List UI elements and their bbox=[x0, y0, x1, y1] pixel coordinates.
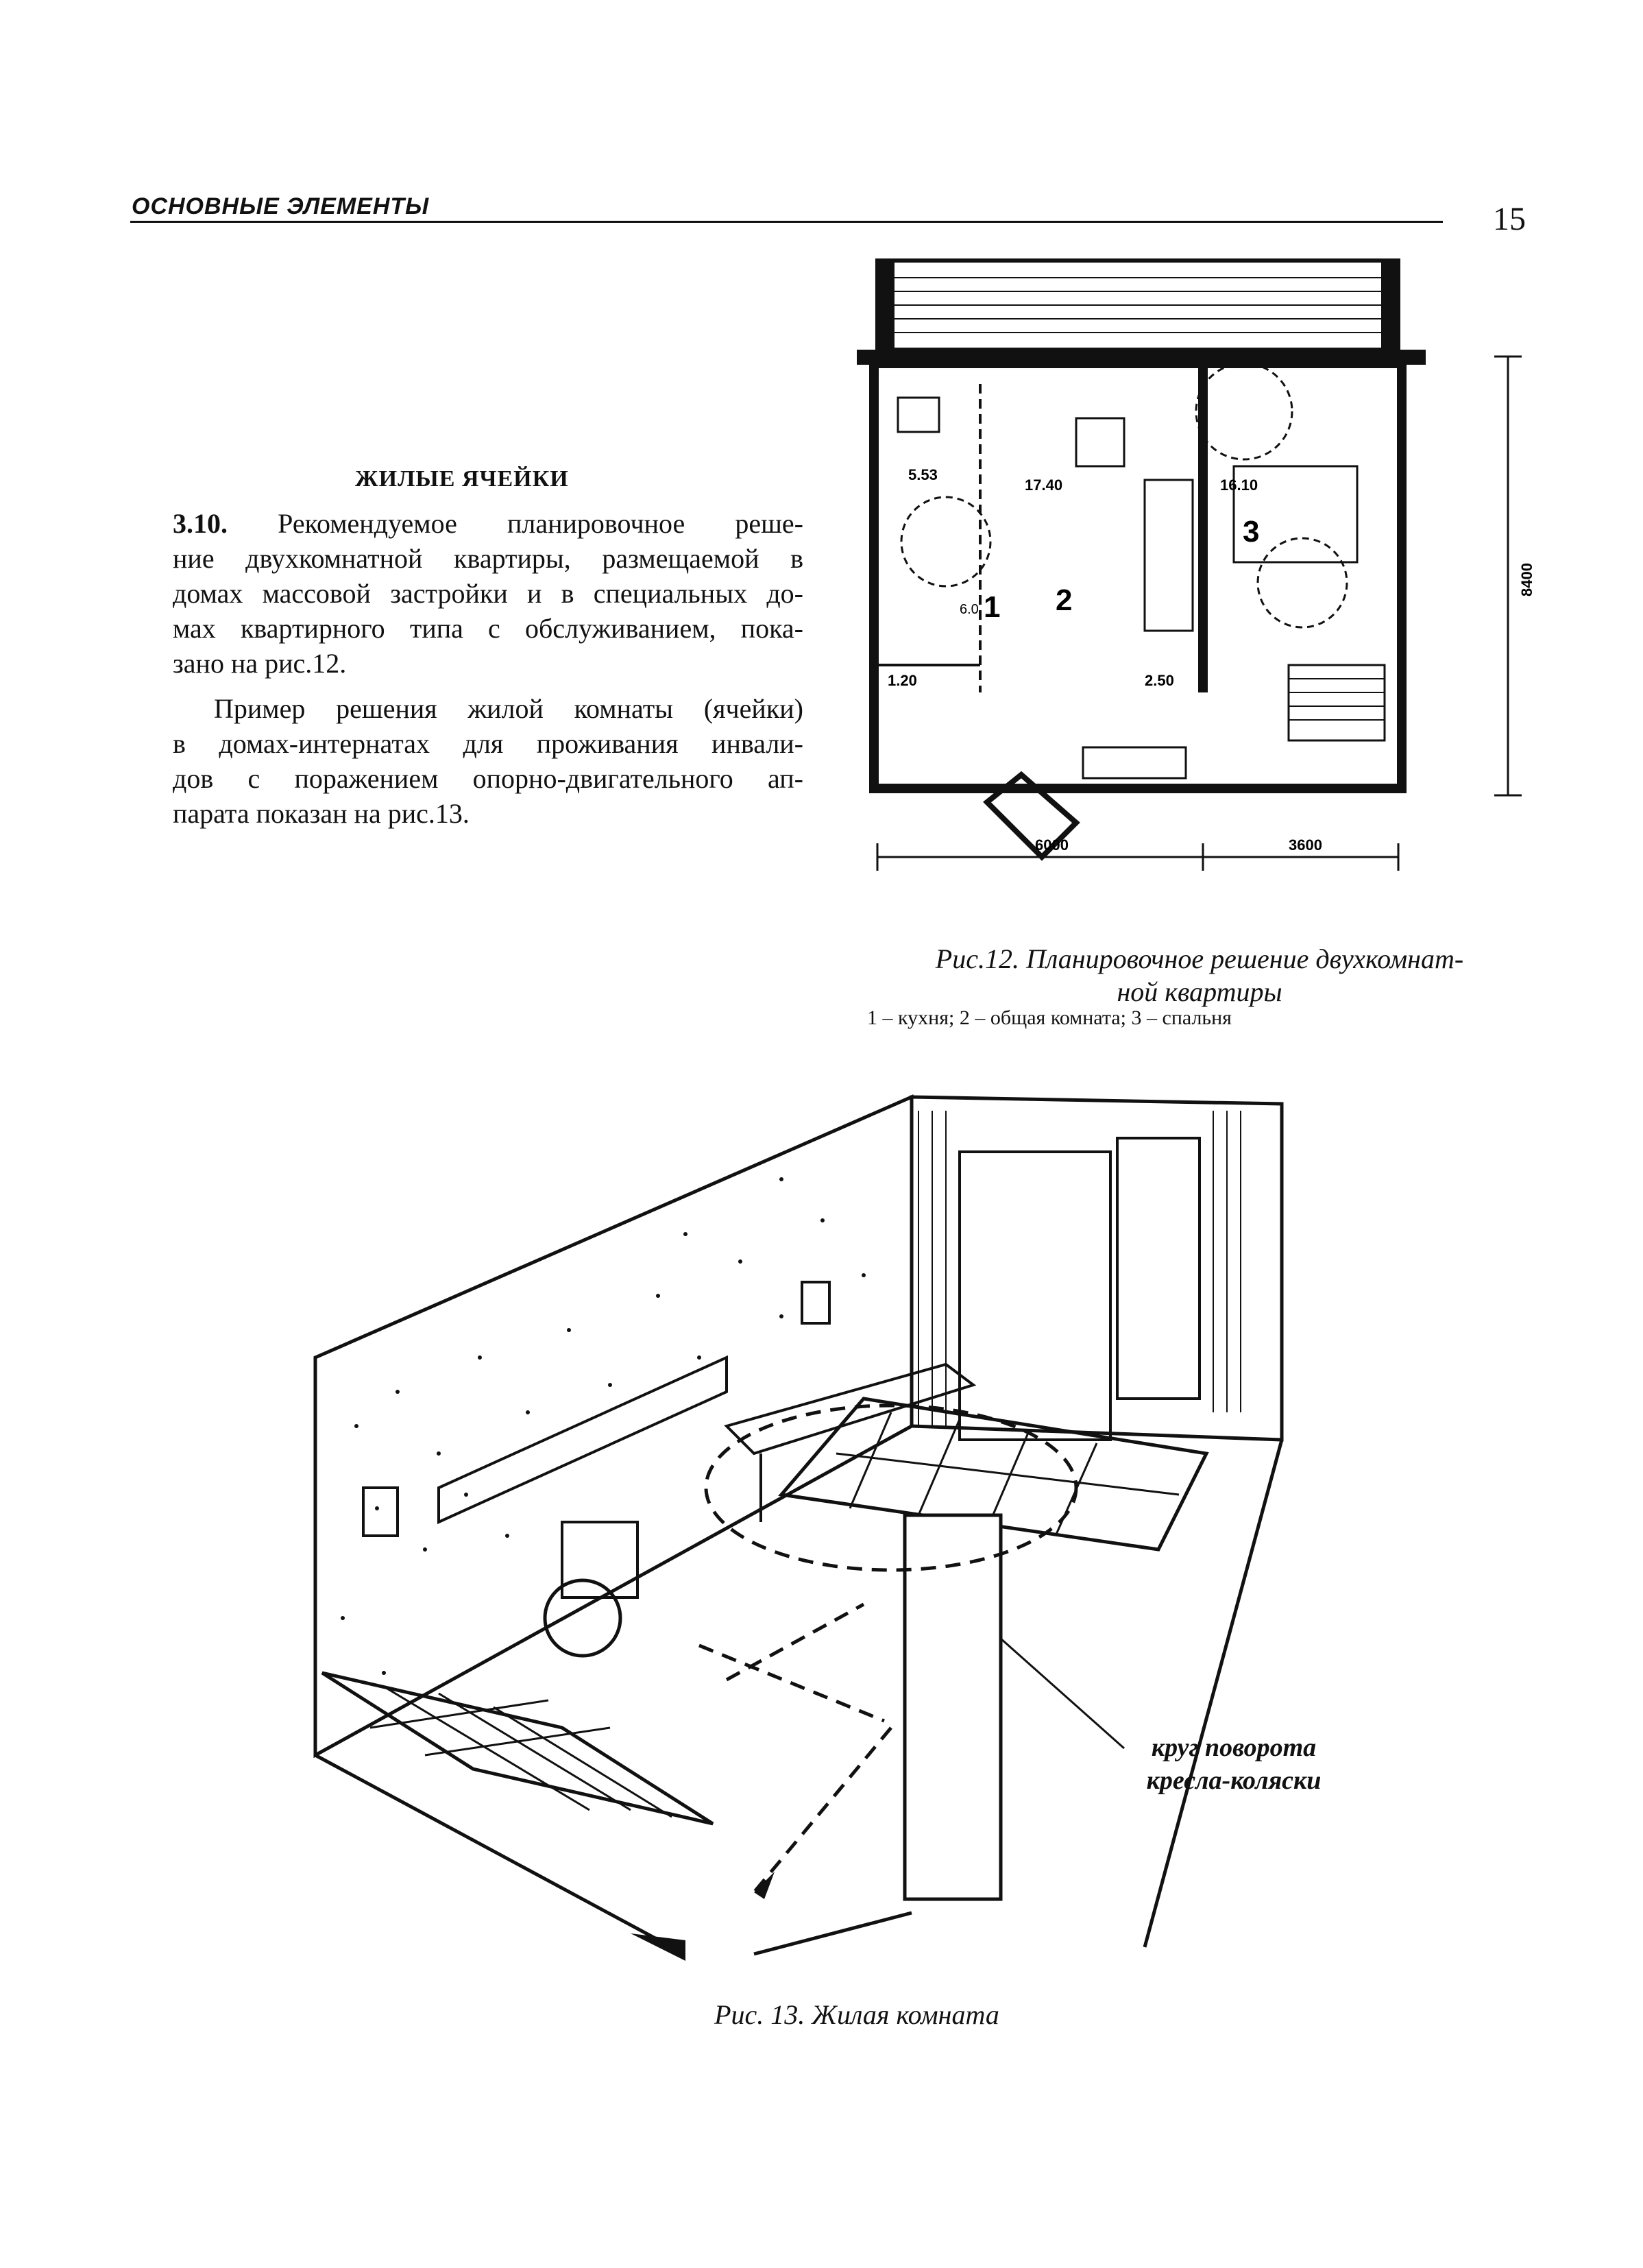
running-header: ОСНОВНЫЕ ЭЛЕМЕНТЫ bbox=[132, 193, 430, 219]
paragraph-line: зано на рис.12. bbox=[173, 648, 347, 679]
area-label: 17.40 bbox=[1025, 476, 1063, 494]
turn-circle-bedroom bbox=[1258, 538, 1347, 627]
paragraph-line: домах массовой застройки и в специальных до- bbox=[173, 578, 803, 609]
movement-path bbox=[699, 1604, 891, 1892]
paragraph-number: 3.10. bbox=[173, 508, 228, 539]
turn-circle-kitchen bbox=[901, 497, 990, 586]
paragraph-example bbox=[173, 691, 803, 831]
arrow-head bbox=[754, 1872, 775, 1899]
paragraph-line: 3.10. Рекомендуемое планировочное реше- bbox=[173, 508, 803, 539]
callout-line bbox=[1001, 1639, 1124, 1748]
area-label: 16.10 bbox=[1220, 476, 1258, 494]
section-heading: ЖИЛЫЕ ЯЧЕЙКИ bbox=[355, 466, 569, 492]
partition-wall bbox=[1198, 363, 1208, 692]
balcony-hatch bbox=[877, 278, 1398, 333]
cabinet bbox=[1083, 747, 1186, 778]
paragraph-line: Пример решения жилой комнаты (ячейки) bbox=[214, 693, 803, 724]
balcony-wall-left bbox=[877, 261, 894, 350]
wardrobe-hatch bbox=[1289, 679, 1385, 720]
left-wall bbox=[315, 1097, 912, 1755]
bed-left-pattern bbox=[370, 1687, 672, 1817]
room-label-3: 3 bbox=[1243, 515, 1260, 548]
dimension-label: 3600 bbox=[1289, 836, 1322, 854]
area-label: 2.50 bbox=[1145, 672, 1174, 689]
wardrobe bbox=[905, 1515, 1001, 1899]
area-label: 6.0 bbox=[960, 602, 979, 617]
dimension-label: 8400 bbox=[1518, 563, 1535, 596]
area-label: 5.53 bbox=[908, 466, 938, 483]
exit-line bbox=[754, 1913, 912, 1954]
area-label: 1.20 bbox=[888, 672, 917, 689]
wardrobe bbox=[1289, 665, 1385, 740]
room-perspective-figure bbox=[302, 1070, 1343, 1961]
paragraph-line: в домах-интернатах для проживания инвали- bbox=[173, 728, 803, 759]
turn-circle-bedroom-top bbox=[1196, 363, 1292, 459]
header-rule bbox=[130, 221, 1443, 223]
arrow-head bbox=[631, 1933, 685, 1961]
paragraph-3-10 bbox=[173, 506, 803, 681]
floor-edge-right bbox=[1145, 1440, 1282, 1947]
dining-table bbox=[1076, 418, 1124, 466]
paragraph-line: парата показан на рис.13. bbox=[173, 798, 470, 829]
figure-13-caption: Рис. 13. Жилая комната bbox=[714, 1999, 999, 2030]
balcony-wall-right bbox=[1381, 261, 1398, 350]
outer-wall bbox=[874, 363, 1402, 788]
paragraph-line: ние двухкомнатной квартиры, размещаемой в bbox=[173, 543, 803, 574]
figure-12-legend: 1 – кухня; 2 – общая комната; 3 – спальня bbox=[867, 1006, 1232, 1029]
page-number: 15 bbox=[1493, 201, 1526, 237]
sofa bbox=[1145, 480, 1193, 631]
turning-circle-label: круг поворота кресла-коляски bbox=[1146, 1733, 1322, 1795]
kitchen-table bbox=[898, 398, 939, 432]
room-label-1: 1 bbox=[984, 590, 1001, 624]
paragraph-line: мах квартирного типа с обслуживанием, пока- bbox=[173, 613, 803, 644]
dimension-label: 6000 bbox=[1035, 836, 1069, 854]
floor-plan-figure bbox=[850, 254, 1556, 898]
room-label-2: 2 bbox=[1056, 583, 1073, 617]
paragraph-line: дов с поражением опорно-двигательного ап- bbox=[173, 763, 803, 794]
figure-12-caption: Рис.12. Планировочное решение двухкомнат- ной квартиры bbox=[935, 943, 1464, 1007]
